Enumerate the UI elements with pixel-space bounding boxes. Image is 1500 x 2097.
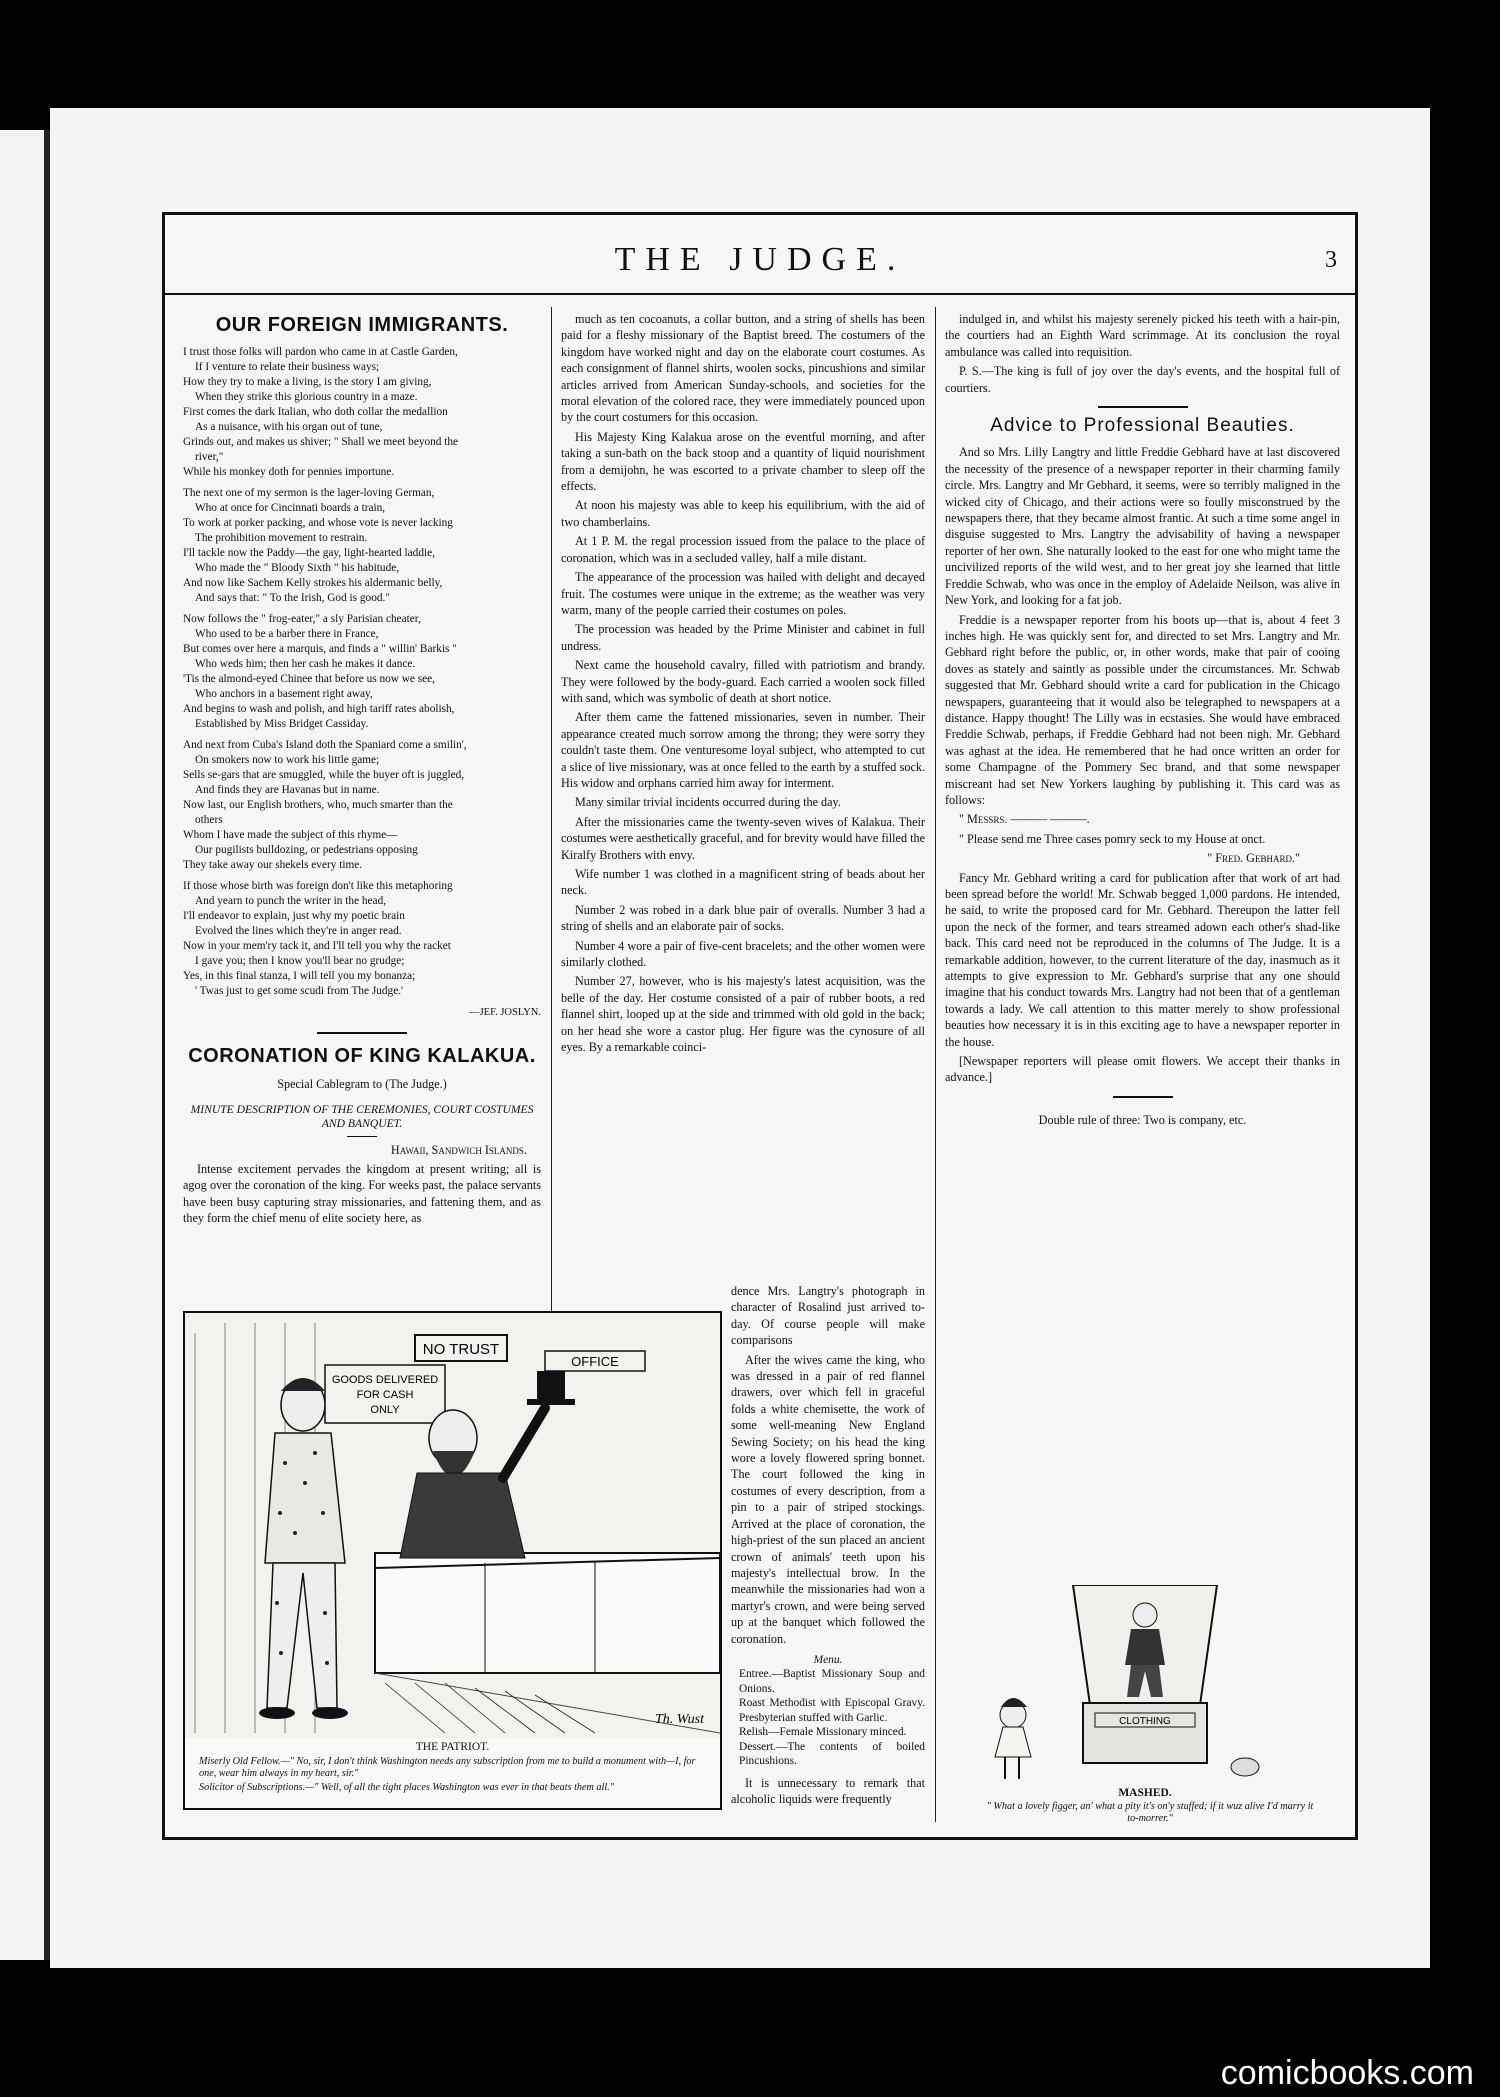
poem	[183, 345, 541, 999]
masthead-title: THE JUDGE.	[614, 241, 906, 278]
article-title-immigrants: OUR FOREIGN IMMIGRANTS.	[215, 314, 509, 336]
menu-item: Entree.—Baptist Missionary Soup and Onions.	[739, 1668, 925, 1695]
poem-line: If I venture to relate their business ways;	[195, 361, 380, 374]
coronation-paragraph: Number 27, however, who is his majesty's latest acquisition, was the belle of the day. Her costume consisted of a pair of rubber boots, a red flannel shirt, looped up at the side and trimmed with old gold in the back; on her head she wore a castor plug. Her figure was the cynosure of all eyes. By a remarkable coinci-	[561, 974, 925, 1055]
menu-heading: Menu.	[813, 1653, 843, 1666]
poem-line: If those whose birth was foreign don't like this metaphoring	[183, 880, 453, 893]
poem-line: I'll tackle now the Paddy—the gay, light-hearted laddie,	[183, 547, 435, 560]
column-rule	[935, 307, 936, 1822]
poem-stanza	[183, 879, 541, 999]
poem-line: Who weds him; then her cash he makes it dance.	[195, 658, 416, 671]
poem-line: I'll endeavor to explain, just why my poetic brain	[183, 910, 405, 923]
coronation-paragraph: Next came the household cavalry, filled with patriotism and brandy. They were followed by the body-guard. Each carried a woolen sock filled with sand, which was symbolic of death at short notice.	[561, 658, 925, 705]
coronation-paragraph: Intense excitement pervades the kingdom at present writing; all is agog over the coronation of the king. For weeks past, the palace servants have been busy capturing stray missionaries, and fattening them, and as they form the chief menu of elite society here, as	[183, 1162, 541, 1226]
poem-line: Now in your mem'ry tack it, and I'll tell you why the racket	[183, 940, 451, 953]
poem-line: And next from Cuba's Island doth the Spaniard come a smilin',	[183, 739, 467, 752]
article-title-beauties: Advice to Professional Beauties.	[990, 415, 1295, 437]
coronation-paragraph: Number 4 wore a pair of five-cent bracelets; and the other women were similarly clothed.	[561, 938, 925, 970]
sign-cash-only: GOODS DELIVERED FOR CASH ONLY	[331, 1374, 439, 1416]
coronation-paragraph: Wife number 1 was clothed in a magnificent string of beads about her neck.	[561, 867, 925, 898]
poem-line: Established by Miss Bridget Cassiday.	[195, 718, 369, 731]
poem-line: river,"	[195, 451, 224, 464]
poem-line: And begins to wash and polish, and high tariff rates abolish,	[183, 703, 455, 716]
coronation-paragraph: The procession was headed by the Prime Minister and cabinet in full undress.	[561, 622, 925, 653]
letter-signature: " Fred. Gebhard."	[1207, 851, 1300, 866]
section-rule	[1098, 406, 1188, 408]
poem-stanza	[183, 612, 541, 732]
cartoon-mashed-drawing	[955, 1585, 1335, 1785]
poem-line: How they try to make a living, is the story I am giving,	[183, 376, 432, 389]
cartoon-caption-2: Solicitor of Subscriptions.—" Well, of all the tight places Washington was ever in that beats them all."	[199, 1782, 615, 1793]
cartoon-drawing	[185, 1313, 720, 1738]
poem-line: I gave you; then I know you'll bear no grudge;	[195, 955, 405, 968]
poem-line: Now follows the " frog-eater," a sly Parisian cheater,	[183, 613, 421, 626]
letter-salutation: " Messrs. ——— ———.	[959, 812, 1090, 827]
column-1	[183, 311, 541, 1230]
deck-rule	[347, 1136, 377, 1137]
poem-line: 'Tis the almond-eyed Chinee that before us now we see,	[183, 673, 435, 686]
article-title-coronation: CORONATION OF KING KALAKUA.	[188, 1044, 536, 1067]
artist-signature: Th. Wust	[655, 1712, 705, 1727]
menu-item: Relish—Female Missionary minced.	[739, 1726, 907, 1739]
poem-line: To work at porker packing, and whose vote is never lacking	[183, 517, 453, 530]
coronation-paragraph: Number 2 was robed in a dark blue pair of overalls. Number 3 had a string of shells and an elaborate pair of socks.	[561, 902, 925, 934]
cartoon-caption-1: Miserly Old Fellow.—" No, sir, I don't think Washington needs any subscription from me to build a monument with—I, for one, wear him always in my heart, sir."	[199, 1756, 696, 1779]
filler-line: Double rule of three: Two is company, etc.	[1038, 1112, 1247, 1127]
poem-line: Who made the " Bloody Sixth " his habitude,	[195, 562, 400, 575]
poem-line: ' Twas just to get some scudi from The Judge.'	[195, 985, 404, 998]
mashed-title: MASHED.	[1118, 1787, 1172, 1799]
poem-line: Who used to be a barber there in France,	[195, 628, 379, 641]
sign-office: OFFICE	[571, 1354, 619, 1369]
poem-stanza	[183, 345, 541, 480]
section-rule	[317, 1032, 407, 1034]
coronation-paragraph: After them came the fattened missionaries, seven in number. Their appearance created much sorrow among the throng; they were sorry they couldn't taste them. One venturesome loyal subject, who attempted to cut a slice of live missionary, was at once felled to the earth by a stuffed sock. His widow and orphans carried him away for interment.	[561, 710, 925, 790]
poem-line: And now like Sachem Kelly strokes his aldermanic belly,	[183, 577, 443, 590]
mashed-caption: " What a lovely figger, an' what a pity it's on'y stuffed; if it wuz alive I'd marry it to-morrer."	[986, 1801, 1314, 1824]
beauties-paragraph: Fancy Mr. Gebhard writing a card for publication after that work of art had been spread before the world! Mr. Schwab begged 1,000 pardons. He intended, he said, to write the proposed card for Mr. Gebhard. Thereupon the latter fell upon the neck of the former, and tears streamed adown each other's shad-like back. This card need not be reproduced in the columns of The Judge. It is a remarkable addition, however, to the current literature of the day, inasmuch as it attempts to give expression to Mr. Gebhard's surprise that any one should imagine that his conduct towards Mrs. Langtry had not been that of a gentleman towards a lady. We call attention to this matter merely to show professional beauties how necessary it is in this exciting age to have a newspaper reporter in the house.	[945, 870, 1340, 1049]
coronation-paragraph: much as ten cocoanuts, a collar button, and a string of shells has been paid for a fleshy missionary of the Baptist breed. The costumers of the kingdom have worked night and day on the elaborate court costumes. As each consignment of flannel shirts, woolen socks, pincushions and similar articles arrived from American Sunday-schools, and societies for the moral elevation of the colored race, they were immediately pounced upon by the court costumers for this occasion.	[561, 312, 925, 425]
poem-line: And says that: " To the Irish, God is good."	[195, 592, 390, 605]
cartoon-the-patriot	[183, 1311, 722, 1810]
narrow-column	[731, 1283, 925, 1811]
column-3	[945, 311, 1340, 1131]
beauties-paragraph: Freddie is a newspaper reporter from his boots up—that is, about 4 feet 3 inches high. He was quickly sent for, and directed to set Mrs. Langtry and Mr. Gebhard right before the public, or, in other words, make that pair of cooing doves as stately and saintly as possible under the circumstances. Mr. Schwab suggested that Mr. Gebhard should write a card for publication in the Chicago newspapers, guaranteeing that it would also be telegraphed to newspapers at a distance. Happy thought! The Lilly was in ecstasies. She would have embraced Freddie Schwab, perhaps, if Freddie Gebhard had not been nigh. Mr. Gebhard was aghast at the idea. He remembered that he had once written an order for some Champagne of the Pommery Sec brand, and that some newspaper miscreant had set New Yorkers laughing by publishing it. This card was as follows:	[945, 612, 1340, 807]
newspaper-page	[162, 212, 1358, 1840]
poem-line: As a nuisance, with his organ out of tune,	[195, 421, 383, 434]
poem-line: The next one of my sermon is the lager-loving German,	[183, 487, 435, 500]
dateline: Hawaii, Sandwich Islands.	[390, 1142, 527, 1157]
menu-item: Roast Methodist with Episcopal Gravy. Presbyterian stuffed with Garlic.	[739, 1697, 925, 1724]
coronation-paragraph: His Majesty King Kalakua arose on the eventful morning, and after taking a sun-bath on the back stoop and a quantity of liquid nourishment from a demijohn, he was escorted to a private chamber to sleep off the effects.	[561, 429, 925, 494]
poem-line: Yes, in this final stanza, I will tell you my bonanza;	[183, 970, 416, 983]
poem-line: Now last, our English brothers, who, much smarter than the	[183, 799, 453, 812]
coronation-paragraph: It is unnecessary to remark that alcoholic liquids were frequently	[731, 1775, 925, 1807]
poem-line: I trust those folks will pardon who came in at Castle Garden,	[183, 346, 458, 359]
poem-line: And finds they are Havanas but in name.	[195, 784, 380, 797]
poem-stanza	[183, 738, 541, 873]
poem-line: While his monkey doth for pennies importune.	[183, 466, 395, 479]
coronation-paragraph: Many similar trivial incidents occurred during the day.	[575, 795, 841, 810]
coronation-paragraph: P. S.—The king is full of joy over the day's events, and the hospital full of courtiers.	[945, 364, 1340, 395]
masthead	[165, 215, 1355, 295]
menu-item: Dessert.—The contents of boiled Pincushions.	[739, 1740, 925, 1768]
beauties-paragraph: [Newspaper reporters will please omit flowers. We accept their thanks in advance.]	[945, 1054, 1340, 1085]
page-number: 3	[1325, 247, 1337, 273]
poem-line: The prohibition movement to restrain.	[195, 532, 368, 545]
article-deck: MINUTE DESCRIPTION OF THE CEREMONIES, COURT COSTUMES AND BANQUET.	[190, 1102, 534, 1130]
poem-line: Who anchors in a basement right away,	[195, 688, 373, 701]
cartoon-mashed	[955, 1585, 1335, 1835]
poem-line: Our pugilists bulldozing, or pedestrians opposing	[195, 844, 418, 857]
sign-clothing: CLOTHING	[1119, 1716, 1171, 1727]
poem-line: Evolved the lines which they're in anger read.	[195, 925, 402, 938]
poem-line: Who at once for Cincinnati boards a train,	[195, 502, 386, 515]
poem-line: On smokers now to work his little game;	[195, 754, 380, 767]
poem-stanza	[183, 486, 541, 606]
cartoon-title: THE PATRIOT.	[415, 1741, 490, 1753]
beauties-paragraph: And so Mrs. Lilly Langtry and little Freddie Gebhard have at last discovered the necessity of the presence of a newspaper reporter in their charming family circle. Mrs. Langtry and Mr Gebhard, it seems, were so terribly maligned in the wicked city of Chicago, and their actions were so foully misconstrued by the newspapers there, that they became almost frantic. At such a time some angel in disguise suggested to Mrs. Langtry the advisability of having a newspaper reporter of her own. She naturally looked to the east for one who might tame the uncivilized reports of the wild west, and to her great joy she learned that little Freddie Schwab, who was once in the employ of Adelaide Neilson, was alive in New York, and looking for a fat job.	[945, 445, 1340, 608]
coronation-paragraph: The appearance of the procession was hailed with delight and decayed fruit. The costumes were unique in the extreme; as the weather was very warm, many of the people carried their costumes on poles.	[561, 570, 925, 617]
poem-line: Whom I have made the subject of this rhyme—	[183, 829, 398, 842]
poem-line: And yearn to punch the writer in the head,	[195, 895, 387, 908]
poem-line: First comes the dark Italian, who doth collar the medallion	[183, 406, 448, 419]
watermark: comicbooks.com	[1220, 2054, 1474, 2092]
coronation-paragraph: After the wives came the king, who was dressed in a pair of red flannel drawers, over which fell in graceful folds a white chemisette, the work of some well-meaning New England Sewing Society; on his head the king wore a lovely flowered spring bonnet. The court followed the king in costumes of every description, from a pin to a pair of striped stockings. Arrived at the place of coronation, the high-priest of the sun placed an ancient crown of animals' teeth upon his majesty's intellectual brow. In the meanwhile the missionaries had won a martyr's crown, and were being served up at the banquet which followed the coronation.	[731, 1352, 925, 1646]
letter-body: " Please send me Three cases pomry seck to my House at onct.	[959, 831, 1266, 846]
poem-line: They take away our shekels every time.	[183, 859, 363, 872]
column-2	[561, 311, 925, 1058]
poem-line: When they strike this glorious country in a maze.	[195, 391, 418, 404]
poem-line: Sells se-gars that are smuggled, while the buyer oft is juggled,	[183, 769, 465, 782]
coronation-paragraph: At 1 P. M. the regal procession issued from the palace to the place of coronation, which was in a secluded valley, half a mile distant.	[561, 534, 925, 565]
coronation-paragraph: dence Mrs. Langtry's photograph in character of Rosalind just arrived to-day. Of course people will make comparisons	[731, 1284, 925, 1348]
coronation-paragraph: After the missionaries came the twenty-seven wives of Kalakua. Their costumes were aesthetically graceful, and for brevity would have filled the Kiralfy Brothers with envy.	[561, 814, 925, 862]
sign-no-trust: NO TRUST	[422, 1341, 500, 1358]
poem-line: But comes over here a marquis, and finds a " willin' Barkis "	[183, 643, 457, 656]
coronation-paragraph: indulged in, and whilst his majesty serenely picked his teeth with a hair-pin, the courtiers had an Eighth Ward scrimmage. At its conclusion the royal ambulance was called into requisition.	[945, 312, 1340, 359]
article-subtitle: Special Cablegram to (The Judge.)	[277, 1077, 447, 1092]
column-rule	[551, 307, 552, 1357]
banquet-menu	[731, 1653, 925, 1769]
poem-line: others	[195, 814, 223, 827]
section-rule	[1113, 1096, 1173, 1098]
poem-signature: —JEF. JOSLYN.	[469, 1007, 541, 1019]
poem-line: Grinds out, and makes us shiver; " Shall we meet beyond the	[183, 436, 459, 449]
coronation-paragraph: At noon his majesty was able to keep his equilibrium, with the aid of two chamberlains.	[561, 498, 925, 529]
left-page-edge	[0, 130, 50, 1960]
